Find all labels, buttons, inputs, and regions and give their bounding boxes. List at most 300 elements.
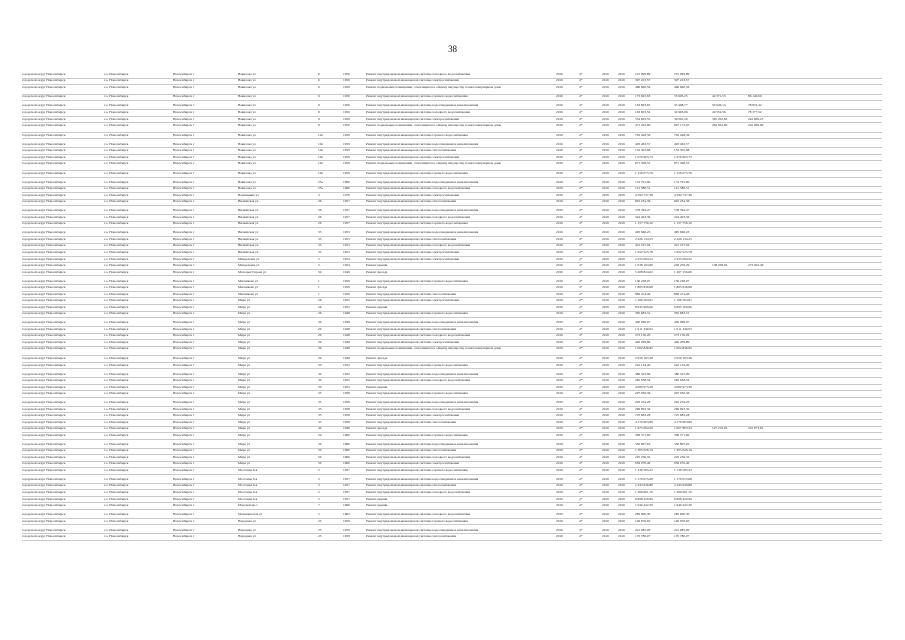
- cell-plan-year: 2016: [556, 286, 563, 290]
- cell-house: 29: [318, 357, 322, 361]
- cell-district: городской округ Новосибирск: [22, 334, 66, 338]
- cell-municipality: г.о. Новосибирск: [104, 321, 129, 325]
- cell-work-type: Ремонт внутридомовой инженерной системы теплоснабжения: [366, 420, 457, 424]
- cell-to: 2016: [618, 162, 625, 166]
- cell-year: 1956: [343, 104, 350, 108]
- cell-street: Мостовая 6-я: [238, 468, 258, 472]
- cell-plan-year: 2016: [556, 468, 563, 472]
- cell-quarter: 4*: [579, 312, 583, 316]
- cell-quarter: 4*: [579, 455, 583, 459]
- cell-street: Вавилова ул: [238, 117, 256, 121]
- cell-cost: 1 269 661,70: [635, 491, 653, 494]
- cell-municipality: г.о. Новосибирск: [104, 133, 129, 137]
- cell-street: Мира ул: [238, 462, 251, 466]
- cell-house: 30: [318, 372, 322, 376]
- cell-work-type: Ремонт внутридомовой инженерной системы водоотведения и канализования: [366, 442, 479, 446]
- cell-work-type: Ремонт внутридомовой инженерной системы теплоснабжения: [366, 449, 457, 453]
- cell-cost: 871 308,53: [635, 162, 651, 166]
- cell-to: 2016: [618, 244, 625, 248]
- cell-municipality: г.о. Новосибирск: [104, 257, 129, 261]
- cell-locality: Новосибирск г: [173, 327, 195, 331]
- cell-from: 2016: [602, 392, 609, 396]
- cell-district: городской округ Новосибирск: [22, 468, 66, 472]
- cell-house: 25а: [318, 180, 323, 184]
- cell-cost-total: 1 622 525,78: [674, 251, 692, 255]
- cell-cost-total: 1 865 636,98: [674, 286, 692, 290]
- cell-from: 2016: [602, 244, 609, 248]
- cell-locality: Новосибирск г: [173, 312, 195, 316]
- cell-work-type: Ремонт внутридомовой инженерной системы горячего водоснабжения: [366, 363, 468, 367]
- cell-work-type: Ремонт внутридомовой инженерной системы горячего водоснабжения: [366, 279, 468, 283]
- cell-street: Вершинина ул: [238, 193, 259, 197]
- cell-year: 1958: [343, 392, 350, 396]
- cell-house: 2: [318, 484, 320, 488]
- cell-locality: Новосибирск г: [173, 187, 195, 191]
- cell-quarter: 4*: [579, 200, 583, 204]
- cell-municipality: г.о. Новосибирск: [104, 504, 129, 508]
- cell-house: 2: [318, 491, 320, 494]
- cell-plan-year: 2016: [556, 528, 563, 532]
- cell-to: 2016: [618, 222, 625, 226]
- cell-year: 1958: [343, 414, 350, 418]
- cell-to: 2016: [618, 477, 625, 481]
- cell-cost-total: 1 170 015,68: [674, 477, 692, 481]
- cell-work-type: Ремонт внутридомовой инженерной системы электроснабжения: [366, 462, 459, 466]
- cell-municipality: г.о. Новосибирск: [104, 427, 129, 431]
- cell-work-type: Ремонт крыши: [366, 305, 388, 309]
- cell-street: Мира ул: [238, 363, 251, 367]
- cell-from: 2016: [602, 334, 609, 338]
- cell-district: городской округ Новосибирск: [22, 124, 66, 128]
- cell-locality: Новосибирск г: [173, 180, 195, 184]
- cell-year: 1957: [343, 484, 350, 488]
- cell-to: 2016: [618, 363, 625, 367]
- cell-work-type: Ремонт внутридомовой инженерной системы горячего водоснабжения: [366, 433, 468, 437]
- cell-locality: Новосибирск г: [173, 504, 195, 508]
- cell-cost: 866 474,46: [635, 292, 651, 296]
- cell-from: 2016: [602, 110, 609, 114]
- cell-locality: Новосибирск г: [173, 215, 195, 219]
- cell-house: 33: [318, 244, 322, 248]
- cell-from: 2016: [602, 286, 609, 290]
- table-row: [22, 363, 882, 370]
- cell-plan-year: 2016: [556, 312, 563, 316]
- cell-quarter: 4*: [579, 142, 583, 146]
- table-row: [22, 503, 882, 510]
- cell-from: 2016: [602, 215, 609, 219]
- cell-street: Вавилова ул: [238, 95, 256, 99]
- cell-cost: 493 463,57: [635, 142, 651, 146]
- cell-cost: 146 976,65: [635, 519, 651, 523]
- cell-to: 2016: [618, 187, 625, 191]
- cell-municipality: г.о. Новосибирск: [104, 433, 129, 437]
- cell-district: городской округ Новосибирск: [22, 237, 66, 241]
- cell-work-type: Ремонт внутридомовой инженерной системы холодного водоснабжения: [366, 110, 471, 114]
- cell-year: 1959: [343, 535, 350, 539]
- cell-extra2: 242 906,06: [748, 124, 764, 128]
- cell-plan-year: 2016: [556, 200, 563, 204]
- cell-cost-total: 191 099,89: [674, 72, 690, 76]
- cell-locality: Новосибирск г: [173, 264, 195, 268]
- cell-plan-year: 2016: [556, 414, 563, 418]
- cell-to: 2016: [618, 155, 625, 159]
- cell-municipality: г.о. Новосибирск: [104, 462, 129, 466]
- cell-year: 1957: [343, 497, 350, 501]
- cell-locality: Новосибирск г: [173, 363, 195, 367]
- cell-locality: Новосибирск г: [173, 468, 195, 472]
- cell-to: 2016: [618, 497, 625, 501]
- cell-plan-year: 2016: [556, 420, 563, 424]
- cell-year: 1959: [343, 133, 350, 137]
- cell-cost: 2 343 636,88: [635, 484, 653, 488]
- cell-from: 2016: [602, 104, 609, 108]
- cell-to: 2016: [618, 372, 625, 376]
- cell-house: 10а: [318, 142, 323, 146]
- cell-plan-year: 2016: [556, 292, 563, 296]
- cell-cost-total: 1 267 156,60: [674, 270, 692, 274]
- cell-street: Морской пр-т: [238, 504, 258, 508]
- cell-cost-total: 242 134,40: [674, 363, 690, 367]
- cell-locality: Новосибирск г: [173, 401, 195, 405]
- cell-cost-total: 1 940 432,30: [674, 504, 692, 508]
- cell-quarter: 4*: [579, 171, 583, 175]
- cell-to: 2016: [618, 279, 625, 283]
- cell-municipality: г.о. Новосибирск: [104, 162, 129, 166]
- cell-house: 9: [318, 117, 320, 121]
- cell-extra1: 365 202,82: [712, 117, 728, 121]
- cell-street: Вавилова ул: [238, 171, 256, 175]
- cell-cost: 460 600,56: [635, 85, 651, 89]
- cell-house: 26: [318, 222, 322, 226]
- cell-quarter: 4*: [579, 491, 583, 494]
- cell-house: 3: [318, 193, 320, 197]
- cell-district: городской округ Новосибирск: [22, 110, 66, 114]
- cell-street: Мира ул: [238, 449, 251, 453]
- cell-plan-year: 2016: [556, 385, 563, 389]
- cell-cost-total: 1 007 803,34: [674, 427, 692, 431]
- cell-street: Вилюйская ул: [238, 222, 259, 226]
- table-row: [22, 200, 882, 207]
- cell-street: Мира ул: [238, 379, 251, 383]
- cell-plan-year: 2016: [556, 484, 563, 488]
- cell-from: 2016: [602, 187, 609, 191]
- cell-cost: 121 380,51: [635, 187, 651, 191]
- cell-cost-total: 39 091,29: [674, 117, 688, 121]
- cell-cost: 2 426 134,25: [635, 237, 653, 241]
- cell-from: 2016: [602, 85, 609, 89]
- cell-work-type: Ремонт внутридомовой инженерной системы теплоснабжения: [366, 327, 457, 331]
- cell-work-type: Ремонт внутридомовой инженерной системы холодного водоснабжения: [366, 244, 471, 248]
- cell-extra1: 42 371,53: [712, 95, 726, 99]
- cell-municipality: г.о. Новосибирск: [104, 193, 129, 197]
- cell-cost: 152 302,98: [635, 149, 651, 153]
- cell-cost: 1 170 015,68: [635, 477, 653, 481]
- cell-house: 1: [318, 292, 320, 296]
- cell-street: Мира ул: [238, 299, 251, 303]
- cell-year: 1956: [343, 95, 350, 99]
- cell-house: 29: [318, 340, 322, 344]
- cell-cost: 170 780,07: [635, 535, 651, 539]
- cell-street: Народная ул: [238, 535, 256, 539]
- cell-municipality: г.о. Новосибирск: [104, 497, 129, 501]
- cell-year: 1954: [343, 257, 350, 261]
- cell-street: Менделеева ул: [238, 257, 260, 261]
- cell-district: городской округ Новосибирск: [22, 155, 66, 159]
- cell-municipality: г.о. Новосибирск: [104, 270, 129, 274]
- cell-quarter: 4*: [579, 357, 583, 361]
- cell-work-type: Ремонт внутридомовой инженерной системы водоотведения и канализования: [366, 372, 479, 376]
- cell-to: 2016: [618, 347, 625, 351]
- cell-to: 2016: [618, 149, 625, 153]
- cell-locality: Новосибирск г: [173, 442, 195, 446]
- cell-municipality: г.о. Новосибирск: [104, 104, 129, 108]
- cell-from: 2016: [602, 477, 609, 481]
- cell-work-type: Ремонт внутридомовой инженерной системы водоотведения и канализования: [366, 321, 479, 325]
- cell-locality: Новосибирск г: [173, 449, 195, 453]
- cell-plan-year: 2016: [556, 427, 563, 431]
- cell-plan-year: 2016: [556, 401, 563, 405]
- cell-municipality: г.о. Новосибирск: [104, 420, 129, 424]
- cell-house: 26: [318, 209, 322, 213]
- cell-quarter: 4*: [579, 305, 583, 309]
- cell-year: 1953: [343, 251, 350, 255]
- cell-to: 2016: [618, 504, 625, 508]
- cell-extra2: 222 973,92: [748, 427, 764, 431]
- cell-extra2: 242 609,23: [748, 117, 764, 121]
- cell-municipality: г.о. Новосибирск: [104, 85, 129, 89]
- cell-locality: Новосибирск г: [173, 513, 195, 517]
- cell-street: Вавилова ул: [238, 149, 256, 153]
- cell-district: городской округ Новосибирск: [22, 477, 66, 481]
- cell-street: Мира ул: [238, 442, 251, 446]
- cell-work-type: Ремонт внутридомовой инженерной системы холодного водоснабжения: [366, 379, 471, 383]
- cell-work-type: Ремонт фасада: [366, 427, 388, 431]
- cell-plan-year: 2016: [556, 279, 563, 283]
- cell-from: 2016: [602, 124, 609, 128]
- cell-cost: 1 157 756,10: [635, 222, 653, 226]
- cell-cost-total: 4 594 737,38: [674, 193, 692, 197]
- cell-work-type: Ремонт внутридомовой инженерной системы водоотведения и канализования: [366, 231, 479, 235]
- cell-to: 2016: [618, 484, 625, 488]
- cell-work-type: Ремонт подвальных помещений, относящихся к общему имуществу в многоквартирном доме: [366, 162, 501, 166]
- cell-district: городской округ Новосибирск: [22, 149, 66, 153]
- cell-municipality: г.о. Новосибирск: [104, 117, 129, 121]
- cell-district: городской округ Новосибирск: [22, 215, 66, 219]
- cell-plan-year: 2016: [556, 187, 563, 191]
- cell-locality: Новосибирск г: [173, 379, 195, 383]
- cell-house: 29: [318, 321, 322, 325]
- cell-district: городской округ Новосибирск: [22, 72, 66, 76]
- cell-from: 2016: [602, 279, 609, 283]
- cell-district: городской округ Новосибирск: [22, 312, 66, 316]
- cell-cost-total: 845 234,36: [674, 200, 690, 204]
- cell-street: Мира ул: [238, 414, 251, 418]
- cell-street: Вавилова ул: [238, 180, 256, 184]
- cell-quarter: 4*: [579, 155, 583, 159]
- cell-municipality: г.о. Новосибирск: [104, 357, 129, 361]
- cell-from: 2016: [602, 321, 609, 325]
- cell-house: 9: [318, 110, 320, 114]
- cell-municipality: г.о. Новосибирск: [104, 414, 129, 418]
- cell-from: 2016: [602, 142, 609, 146]
- cell-from: 2016: [602, 292, 609, 296]
- cell-district: городской округ Новосибирск: [22, 244, 66, 248]
- cell-cost: 241 985,00: [635, 528, 651, 532]
- cell-plan-year: 2016: [556, 270, 563, 274]
- cell-quarter: 4*: [579, 237, 583, 241]
- cell-street: Народная ул: [238, 528, 256, 532]
- cell-street: Вавилова ул: [238, 162, 256, 166]
- cell-quarter: 4*: [579, 513, 583, 517]
- cell-quarter: 4*: [579, 264, 583, 268]
- cell-cost: 578 394,47: [635, 209, 651, 213]
- cell-to: 2016: [618, 95, 625, 99]
- cell-work-type: Ремонт внутридомовой инженерной системы горячего водоснабжения: [366, 468, 468, 472]
- cell-locality: Новосибирск г: [173, 222, 195, 226]
- cell-to: 2016: [618, 455, 625, 459]
- cell-house: 6: [318, 95, 320, 99]
- cell-quarter: 4*: [579, 279, 583, 283]
- cell-municipality: г.о. Новосибирск: [104, 363, 129, 367]
- cell-from: 2016: [602, 222, 609, 226]
- cell-extra1: 138 258,94: [712, 264, 728, 268]
- cell-district: городской округ Новосибирск: [22, 420, 66, 424]
- cell-quarter: 4*: [579, 117, 583, 121]
- cell-locality: Новосибирск г: [173, 257, 195, 261]
- cell-house: 30: [318, 363, 322, 367]
- cell-street: Мира ул: [238, 372, 251, 376]
- cell-year: 1957: [343, 222, 350, 226]
- cell-extra1: 147 219,03: [712, 427, 728, 431]
- cell-plan-year: 2016: [556, 251, 563, 255]
- cell-locality: Новосибирск г: [173, 193, 195, 197]
- cell-street: Мира ул: [238, 321, 251, 325]
- cell-quarter: 4*: [579, 162, 583, 166]
- cell-quarter: 4*: [579, 222, 583, 226]
- cell-year: 1956: [343, 124, 350, 128]
- cell-street: Вавилова ул: [238, 85, 256, 89]
- cell-district: городской округ Новосибирск: [22, 327, 66, 331]
- cell-street: Вавилова ул: [238, 142, 256, 146]
- cell-from: 2016: [602, 363, 609, 367]
- cell-cost: 1 865 636,98: [635, 286, 653, 290]
- cell-year: 1957: [343, 491, 350, 494]
- cell-from: 2016: [602, 491, 609, 494]
- cell-work-type: Ремонт внутридомовой инженерной системы электроснабжения: [366, 340, 459, 344]
- cell-to: 2016: [618, 117, 625, 121]
- cell-cost: 1 675 004,59: [635, 427, 653, 431]
- cell-cost-total: 246 259,29: [674, 264, 690, 268]
- cell-quarter: 4*: [579, 420, 583, 424]
- cell-from: 2016: [602, 117, 609, 121]
- cell-year: 1953: [343, 231, 350, 235]
- cell-cost-total: 365 683,31: [674, 312, 690, 316]
- cell-to: 2016: [618, 528, 625, 532]
- cell-cost: 1 076 603,73: [635, 155, 653, 159]
- cell-locality: Новосибирск г: [173, 321, 195, 325]
- cell-quarter: 4*: [579, 392, 583, 396]
- cell-to: 2016: [618, 321, 625, 325]
- cell-district: городской округ Новосибирск: [22, 222, 66, 226]
- cell-from: 2016: [602, 305, 609, 309]
- cell-plan-year: 2016: [556, 392, 563, 396]
- cell-house: 33: [318, 401, 322, 405]
- cell-quarter: 4*: [579, 442, 583, 446]
- cell-work-type: Ремонт внутридомовой инженерной системы водоотведения и канализования: [366, 477, 479, 481]
- cell-plan-year: 2016: [556, 327, 563, 331]
- cell-district: городской округ Новосибирск: [22, 162, 66, 166]
- cell-house: 10а: [318, 133, 323, 137]
- cell-municipality: г.о. Новосибирск: [104, 455, 129, 459]
- cell-locality: Новосибирск г: [173, 171, 195, 175]
- cell-locality: Новосибирск г: [173, 357, 195, 361]
- cell-cost: 272 150,20: [635, 334, 651, 338]
- cell-street: Вилюйская ул: [238, 231, 259, 235]
- cell-cost-total: 907 173,05: [674, 124, 690, 128]
- cell-from: 2016: [602, 528, 609, 532]
- cell-district: городской округ Новосибирск: [22, 321, 66, 325]
- cell-year: 1960: [343, 187, 350, 191]
- cell-district: городской округ Новосибирск: [22, 519, 66, 523]
- cell-house: 33: [318, 420, 322, 424]
- cell-work-type: Ремонт внутридомовой инженерной системы теплоснабжения: [366, 484, 457, 488]
- cell-house: 5: [318, 264, 320, 268]
- cell-locality: Новосибирск г: [173, 299, 195, 303]
- cell-cost-total: 1 002 846,95: [674, 347, 692, 351]
- cell-plan-year: 2016: [556, 133, 563, 137]
- cell-district: городской округ Новосибирск: [22, 187, 66, 191]
- cell-year: 1948: [343, 357, 350, 361]
- cell-municipality: г.о. Новосибирск: [104, 231, 129, 235]
- cell-year: 1960: [343, 462, 350, 466]
- cell-work-type: Ремонт подвальных помещений, относящихся к общему имуществу в многоквартирном доме: [366, 347, 501, 351]
- cell-from: 2016: [602, 133, 609, 137]
- cell-street: Вавилова ул: [238, 133, 256, 137]
- cell-quarter: 4*: [579, 519, 583, 523]
- cell-street: Мочищенская ул: [238, 513, 263, 517]
- cell-quarter: 4*: [579, 427, 583, 431]
- cell-to: 2016: [618, 334, 625, 338]
- cell-locality: Новосибирск г: [173, 420, 195, 424]
- cell-from: 2016: [602, 270, 609, 274]
- cell-district: городской округ Новосибирск: [22, 264, 66, 268]
- cell-plan-year: 2016: [556, 104, 563, 108]
- cell-quarter: 4*: [579, 321, 583, 325]
- cell-house: 26: [318, 312, 322, 316]
- cell-plan-year: 2016: [556, 513, 563, 517]
- cell-year: 1957: [343, 477, 350, 481]
- cell-from: 2016: [602, 327, 609, 331]
- cell-cost-total: 460 600,56: [674, 85, 690, 89]
- cell-quarter: 4*: [579, 231, 583, 235]
- cell-locality: Новосибирск г: [173, 209, 195, 213]
- cell-cost-total: 4 170 663,89: [674, 420, 692, 424]
- cell-year: 1957: [343, 209, 350, 213]
- cell-street: Вилюйская ул: [238, 209, 259, 213]
- cell-house: 26: [318, 200, 322, 204]
- cell-plan-year: 2016: [556, 215, 563, 219]
- cell-from: 2016: [602, 193, 609, 197]
- cell-to: 2016: [618, 142, 625, 146]
- cell-plan-year: 2016: [556, 347, 563, 351]
- cell-street: Вавилова ул: [238, 72, 256, 76]
- cell-cost: 1 139 595,23: [635, 468, 653, 472]
- cell-district: городской округ Новосибирск: [22, 193, 66, 197]
- cell-plan-year: 2016: [556, 72, 563, 76]
- cell-year: 1959: [343, 155, 350, 159]
- cell-work-type: Ремонт крыши: [366, 264, 388, 268]
- cell-cost-total: 725 683,28: [674, 414, 690, 418]
